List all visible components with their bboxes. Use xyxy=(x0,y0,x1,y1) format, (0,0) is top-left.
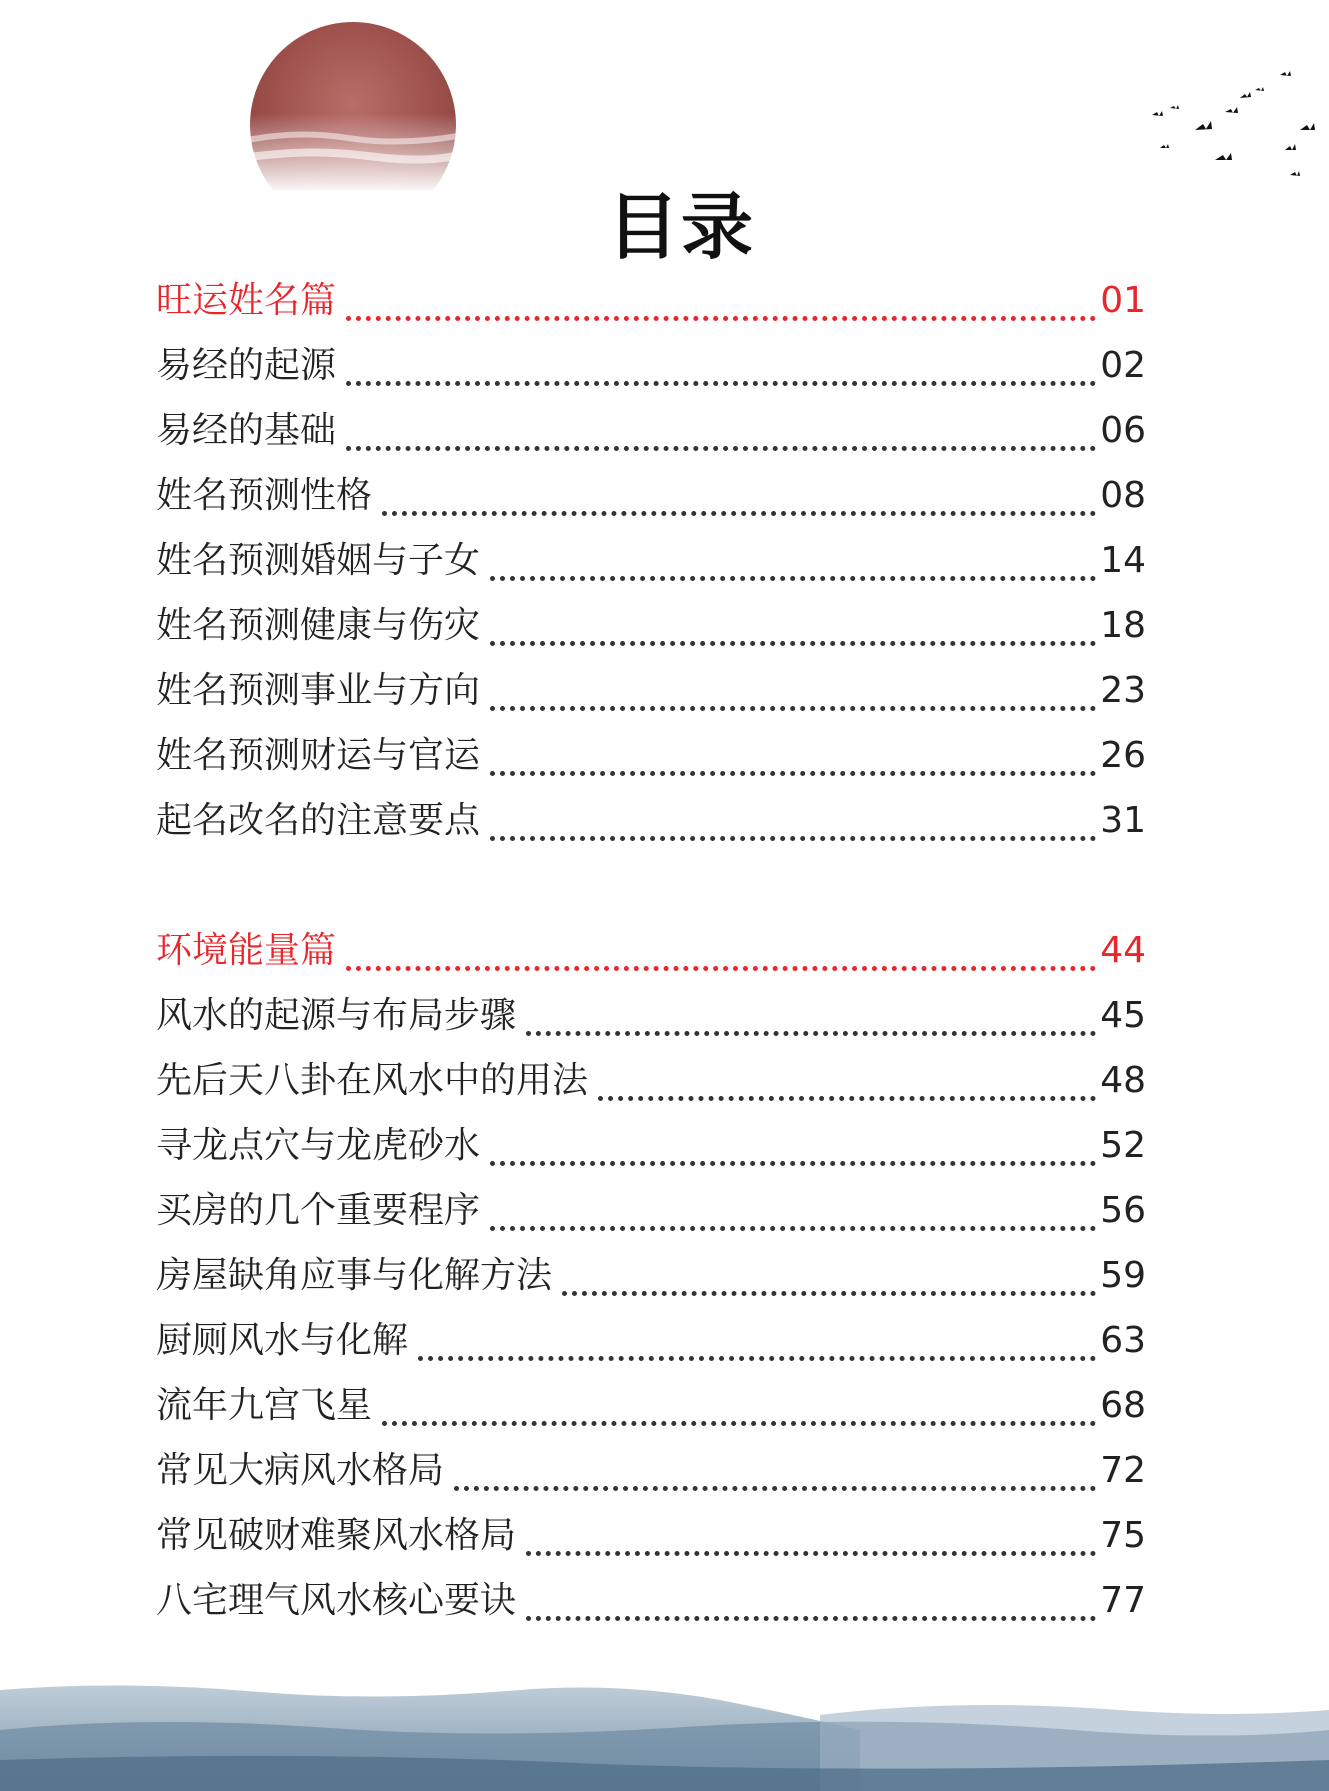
dot-leader xyxy=(562,1291,1096,1296)
toc-item-label: 风水的起源与布局步骤 xyxy=(156,995,517,1036)
toc-item-page: 48 xyxy=(1100,1060,1146,1101)
toc-item-label: 易经的起源 xyxy=(156,345,337,386)
toc-item-label: 八宅理气风水核心要诀 xyxy=(156,1580,517,1621)
toc-item-label: 姓名预测性格 xyxy=(156,475,373,516)
toc-item[interactable] xyxy=(156,593,1146,658)
toc-item[interactable] xyxy=(156,723,1146,788)
toc-item[interactable] xyxy=(156,463,1146,528)
toc-item-page: 06 xyxy=(1100,410,1146,451)
toc-item[interactable] xyxy=(156,398,1146,463)
toc-item[interactable] xyxy=(156,658,1146,723)
dot-leader xyxy=(490,1226,1096,1231)
dot-leader xyxy=(490,706,1096,711)
toc-item[interactable] xyxy=(156,1243,1146,1308)
toc-item[interactable] xyxy=(156,1048,1146,1113)
dot-leader xyxy=(490,576,1096,581)
page-title: 目录 xyxy=(606,185,755,269)
toc-item-page: 14 xyxy=(1100,540,1146,581)
toc-item[interactable] xyxy=(156,1113,1146,1178)
toc-item[interactable] xyxy=(156,1503,1146,1568)
dot-leader xyxy=(346,316,1096,321)
dot-leader xyxy=(490,641,1096,646)
toc-item-page: 68 xyxy=(1100,1385,1146,1426)
toc-item-label: 姓名预测财运与官运 xyxy=(156,735,481,776)
toc-item-label: 常见破财难聚风水格局 xyxy=(156,1515,517,1556)
toc-item-label: 房屋缺角应事与化解方法 xyxy=(156,1255,553,1296)
toc-heading[interactable] xyxy=(156,268,1146,333)
dot-leader xyxy=(598,1096,1096,1101)
toc-item-page: 56 xyxy=(1100,1190,1146,1231)
toc-item[interactable] xyxy=(156,1178,1146,1243)
toc-item-page: 02 xyxy=(1100,345,1146,386)
toc-item[interactable] xyxy=(156,528,1146,593)
toc-item[interactable] xyxy=(156,333,1146,398)
toc-item-label: 姓名预测婚姻与子女 xyxy=(156,540,481,581)
toc-heading-page: 44 xyxy=(1100,930,1146,971)
mountains-decoration xyxy=(0,1660,1329,1791)
toc-item-page: 18 xyxy=(1100,605,1146,646)
toc-item-page: 72 xyxy=(1100,1450,1146,1491)
toc-item[interactable] xyxy=(156,983,1146,1048)
toc-item-label: 常见大病风水格局 xyxy=(156,1450,445,1491)
dot-leader xyxy=(346,446,1096,451)
toc-item-label: 易经的基础 xyxy=(156,410,337,451)
dot-leader xyxy=(346,381,1096,386)
toc-item-label: 姓名预测健康与伤灾 xyxy=(156,605,481,646)
toc-item-page: 52 xyxy=(1100,1125,1146,1166)
toc-item-label: 姓名预测事业与方向 xyxy=(156,670,481,711)
dot-leader xyxy=(418,1356,1096,1361)
toc-heading-label: 环境能量篇 xyxy=(156,930,337,971)
toc-section-2 xyxy=(156,918,1146,1633)
toc-item-page: 59 xyxy=(1100,1255,1146,1296)
toc-item-label: 流年九宫飞星 xyxy=(156,1385,373,1426)
toc-heading-page: 01 xyxy=(1100,280,1146,321)
toc-item[interactable] xyxy=(156,1568,1146,1633)
toc-item-label: 起名改名的注意要点 xyxy=(156,800,481,841)
dot-leader xyxy=(490,771,1096,776)
dot-leader xyxy=(490,836,1096,841)
dot-leader xyxy=(346,966,1096,971)
dot-leader xyxy=(526,1616,1096,1621)
toc-item-page: 08 xyxy=(1100,475,1146,516)
toc-item-page: 23 xyxy=(1100,670,1146,711)
toc-item-label: 寻龙点穴与龙虎砂水 xyxy=(156,1125,481,1166)
toc-item[interactable] xyxy=(156,1373,1146,1438)
sun-decoration xyxy=(238,20,468,190)
birds-decoration xyxy=(1140,60,1329,200)
toc-item-page: 45 xyxy=(1100,995,1146,1036)
dot-leader xyxy=(526,1551,1096,1556)
toc-item-page: 75 xyxy=(1100,1515,1146,1556)
dot-leader xyxy=(382,1421,1096,1426)
toc-item-label: 买房的几个重要程序 xyxy=(156,1190,481,1231)
toc-section-1 xyxy=(156,268,1146,853)
toc-item[interactable] xyxy=(156,1308,1146,1373)
dot-leader xyxy=(490,1161,1096,1166)
toc-item-label: 先后天八卦在风水中的用法 xyxy=(156,1060,589,1101)
toc-item[interactable] xyxy=(156,1438,1146,1503)
toc-item-page: 63 xyxy=(1100,1320,1146,1361)
toc-item-page: 26 xyxy=(1100,735,1146,776)
toc-item-page: 31 xyxy=(1100,800,1146,841)
toc-heading-label: 旺运姓名篇 xyxy=(156,280,337,321)
dot-leader xyxy=(454,1486,1096,1491)
toc-item-label: 厨厕风水与化解 xyxy=(156,1320,409,1361)
dot-leader xyxy=(382,511,1096,516)
dot-leader xyxy=(526,1031,1096,1036)
toc-heading[interactable] xyxy=(156,918,1146,983)
toc-item-page: 77 xyxy=(1100,1580,1146,1621)
toc-item[interactable] xyxy=(156,788,1146,853)
